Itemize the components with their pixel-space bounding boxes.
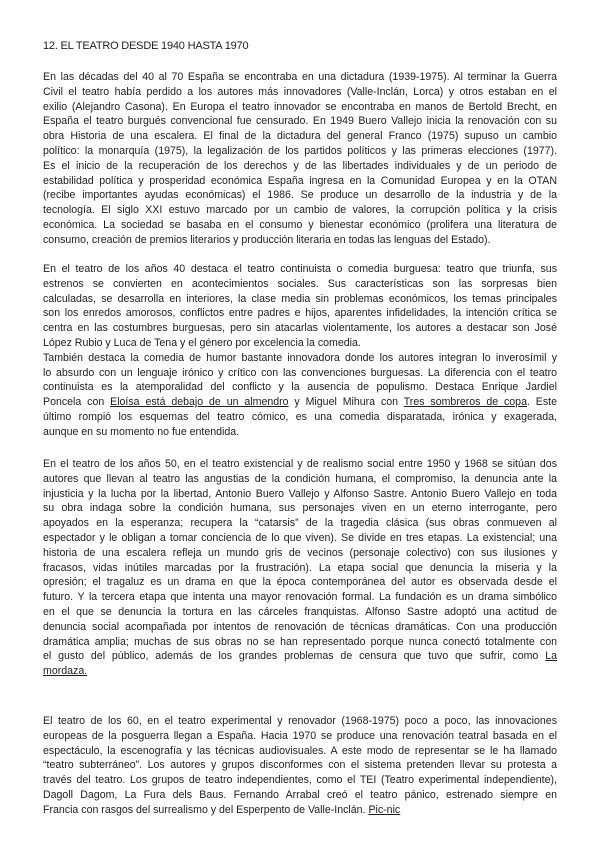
- text-line: calculadas, se desarrolla en interiores, la clase media sin problemas económicos, los temas principales: [43, 292, 557, 305]
- underlined-title: Pic-nic: [368, 803, 401, 816]
- text-line: [43, 664, 557, 679]
- text-segment: Poncela con: [43, 396, 111, 409]
- text-line: su obra indaga sobre la condición humana, sus personajes viven en un eterno interrogante, pero: [43, 502, 557, 515]
- underlined-title: Tres sombreros de copa: [403, 396, 527, 409]
- text-line: espectáculo, la escenografía y las técnicas audiovisuales. A este modo de representar se le ha llamado: [43, 744, 557, 757]
- text-line: Dagoll Dagom, La Fura dels Baus. Fernando Arrabal creó el teatro pánico, estrenado siempre en: [43, 788, 557, 801]
- text-line: En el teatro de los años 50, en el teatro existencial y de realismo social entre 1950 y 1968 se sitúan dos: [43, 458, 557, 470]
- text-line: centra en las costumbres burguesas, pero sin atacarlas violentamente, los autores a destacar son José: [43, 322, 557, 335]
- paragraph-historical-context: [43, 70, 557, 248]
- text-line: denuncia social acompañada por intentos de renovación de técnicas dramáticas. Con una producción: [43, 620, 557, 633]
- text-line: espectador y le obligan a tomar conciencia de lo que viven). Se divide en tres etapas. La existencial; una: [43, 531, 557, 544]
- text-line: López Rubio y Luca de Tena y el género por excelencia la comedia.: [43, 336, 361, 349]
- text-line: último rompió los esquemas del teatro cómico, es una comedia disparatada, irónica y exagerada,: [43, 410, 557, 423]
- text-line: económica. La sociedad se basaba en el consumo y bienestar económico (prolifera una literatura de: [43, 218, 557, 231]
- text-line: tecnología. El siglo XXI estuvo marcado por un cambio de valores, la corrupción política y la crisis: [43, 204, 557, 217]
- underlined-title: La: [545, 650, 557, 663]
- text-line: exilio (Alejandro Casona). En Europa el teatro innovador se encontraba en manos de Bertold Brecht, en: [43, 100, 557, 113]
- text-line: fracasos, vidas inútiles marcadas por la frustración). La etapa social que denuncia la miseria y la: [43, 561, 557, 574]
- text-line: europeas de la posguerra llegan a España. Hacia 1970 se produce una renovación teatral basada en el: [43, 729, 557, 742]
- underlined-title: mordaza.: [43, 665, 88, 678]
- text-line: (recibe importantes ayudas económicas) el 1986. Se produce un desarrollo de la industria y de la: [43, 189, 557, 202]
- text-line: historia de una escalera refleja un mundo gris de vecinos (personaje colectivo) con sus ilusiones y: [43, 546, 557, 559]
- paragraph-theatre-1960s: [43, 714, 557, 818]
- text-line: estrenos se convierten en acontecimientos sociales. Sus características son las sorpresas bien: [43, 277, 557, 290]
- text-line: [43, 649, 557, 664]
- text-line: injusticia y la lucha por la libertad, Antonio Buero Vallejo y Alfonso Sastre. Antonio Buero Vallejo en toda: [43, 487, 557, 500]
- text-segment: y Miguel Mihura con: [288, 396, 404, 409]
- underlined-title: Eloísa está debajo de un almendro: [110, 396, 289, 409]
- text-line: También destaca la comedia de humor bastante innovadora donde los autores integran lo inverosímil y: [43, 351, 557, 364]
- text-line: Es el inicio de la recuperación de los derechos y de las libertades individuales y de un periodo de: [43, 159, 557, 172]
- text-line: En el teatro de los años 40 destaca el teatro continuista o comedia burguesa: teatro que triunfa, sus: [43, 263, 557, 275]
- text-line: opresión; el tragaluz es un drama en que la época contemporánea del autor es observada desde el: [43, 576, 557, 589]
- text-line: Civil el teatro había perdido a los autores más innovadores (Valle-Inclán, Lorca) y otros estaban en el: [43, 85, 557, 98]
- document-title: 12. EL TEATRO DESDE 1940 HASTA 1970: [43, 40, 249, 52]
- text-line: lo absurdo con un lenguaje irónico y crítico con las convenciones burguesas. La diferencia con el teatro: [43, 366, 557, 379]
- text-line: [43, 395, 557, 410]
- text-line: son los enredos amorosos, conflictos entre padres e hijos, aparentes infidelidades, la intención crítica se: [43, 307, 557, 320]
- text-line: obra Historia de una escalera. El final de la dictadura del general Franco (1975) supuso un cambio: [43, 130, 557, 143]
- text-segment: el gusto del público, además de los grandes problemas de censura que tuvo que sufrir, como: [43, 650, 546, 663]
- text-line: en el que se denuncia la tortura en las cárceles franquistas. Alfonso Sastre adoptó una actitud de: [43, 605, 557, 618]
- text-segment: . Este: [526, 396, 557, 409]
- text-line: [43, 803, 557, 818]
- text-line: “teatro subterráneo”. Los autores y grupos disconformes con el sistema pretenden llevar su protesta a: [43, 759, 557, 772]
- text-line: futuro. Y la tercera etapa que intenta una mayor renovación formal. La fundación es un drama simbólico: [43, 591, 557, 604]
- text-line: España el teatro burgués convencional fue censurado. En 1949 Buero Vallejo inicia la renovación con su: [43, 115, 557, 128]
- text-line: autores que llevan al teatro las angustias de la condición humana, el compromiso, la denuncia ante la: [43, 472, 557, 485]
- text-line: consumo, creación de premios literarios y producción literaria en todas las lenguas del Estado).: [43, 233, 491, 246]
- text-line: político: la monarquía (1975), la legalización de los partidos políticos y las primeras elecciones (1977).: [43, 144, 557, 157]
- text-line: través del teatro. Los grupos de teatro independientes, como el TEI (Teatro experimental independiente),: [43, 774, 557, 787]
- text-line: aunque en su momento no fue entendida.: [43, 425, 240, 438]
- text-line: continuista es la atemporalidad del conflicto y la ausencia de populismo. Destaca Enrique Jardiel: [43, 381, 557, 394]
- text-line: apoyados en la esperanza; recupera la “catarsis” de la tragedia clásica (sus obras conmueven al: [43, 517, 557, 530]
- text-line: El teatro de los 60, en el teatro experimental y renovador (1968-1975) poco a poco, las innovaciones: [43, 715, 557, 727]
- paragraph-theatre-1940s: [43, 262, 557, 440]
- paragraph-theatre-1950s: [43, 457, 557, 679]
- text-line: estabilidad política y prosperidad económica España ingresa en la Comunidad Europea y en la OTAN: [43, 174, 557, 187]
- text-line: dramática amplia; muchas de sus obras no se han representado porque nunca conectó totalmente con: [43, 635, 557, 648]
- text-line: En las décadas del 40 al 70 España se encontraba en una dictadura (1939-1975). Al terminar la Guerra: [43, 71, 557, 83]
- text-segment: Francia con rasgos del surrealismo y del Esperpento de Valle-Inclán.: [43, 803, 369, 816]
